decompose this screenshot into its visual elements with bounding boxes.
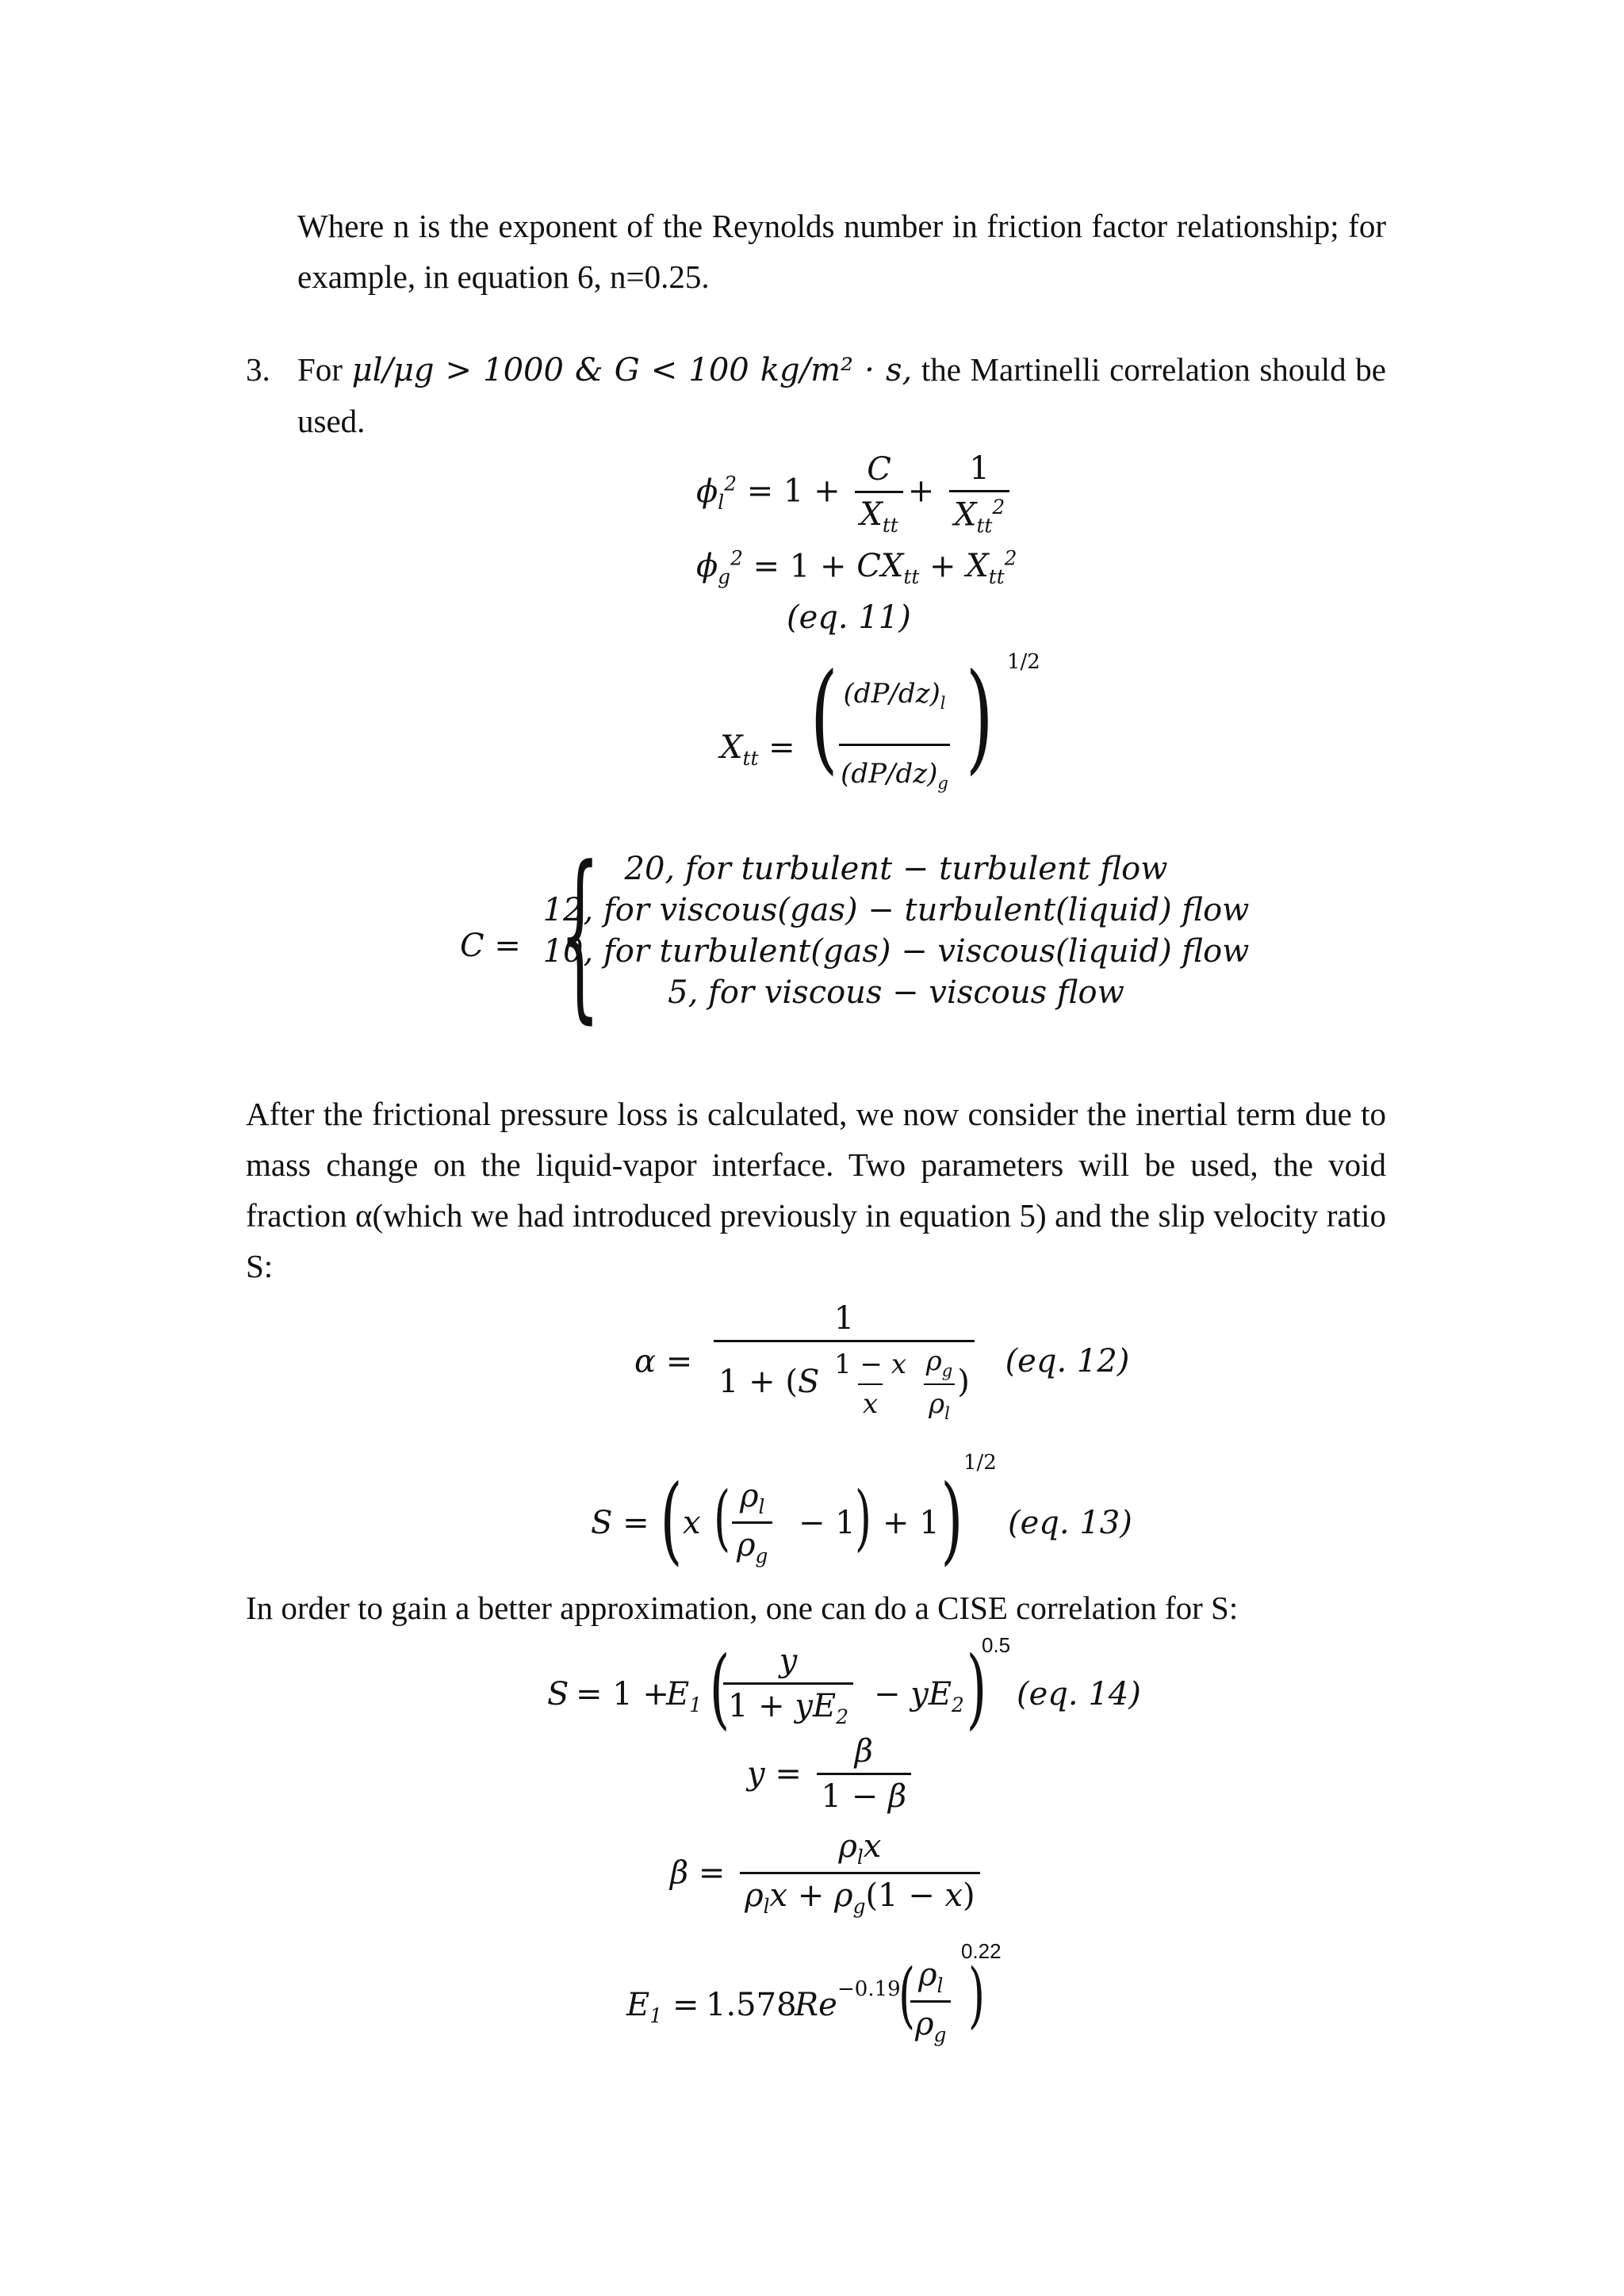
paragraph-cise: In order to gain a better approximation, one can do a CISE correlation for S: bbox=[246, 1590, 1239, 1626]
c-case-4: 5, for viscous − viscous flow bbox=[668, 974, 1124, 1011]
equation-beta: β = $\frac{\rho_lx}{\rho_lx + \rho_g(1 - x)}$ bbox=[670, 1828, 985, 1918]
c-case-2: 12, for viscous(gas) − turbulent(liquid) flow bbox=[542, 892, 1250, 928]
e1-coefficient: 1.578 bbox=[706, 1987, 797, 2023]
c-case-1: 20, for turbulent − turbulent flow bbox=[624, 851, 1168, 887]
equation-tag-14: (eq. 14) bbox=[1017, 1676, 1141, 1712]
equation-tag-11: (eq. 11) bbox=[787, 599, 911, 636]
equation-tag-13: (eq. 13) bbox=[1008, 1505, 1132, 1541]
equation-phi-l: $\phi_l^2 = 1$ + $\frac{C}{X_{tt}}$ + $\frac{1}{X_{tt}^2}$ bbox=[696, 450, 1014, 537]
c-case-3: 10, for turbulent(gas) − viscous(liquid) flow bbox=[542, 933, 1250, 970]
re-exponent: −0.19 bbox=[837, 1977, 901, 2001]
equation-c: C = { 20, for turbulent − turbulent flow 12, for viscous(gas) − turbulent(liquid) flow 10, for turbulent(gas) − viscous(liquid) flow 5, for viscous − viscous flow bbox=[460, 848, 521, 885]
equation-y: y = $\frac{\beta}{1 - \beta}$ bbox=[747, 1733, 916, 1815]
equation-tag-12: (eq. 12) bbox=[1005, 1343, 1130, 1380]
equation-alpha: α = 1 1 + (S $\frac{1 - x}{x}$ $\frac{\rho_g}{\rho_l}$ ) (eq. 12) bbox=[634, 1300, 1130, 1423]
item3-condition: μl/μg > 1000 & G < 100 kg/m² · s, bbox=[351, 352, 913, 388]
list-number: 3. bbox=[246, 351, 270, 388]
paragraph-void-fraction: After the frictional pressure loss is calculated, we now consider the inertial term due to mass change on the liquid-vapor interface. Two parameters will be used, the void fraction α(which we had introduced previously in equation 5) and the slip velocity ratio S: bbox=[246, 1096, 1386, 1284]
intro-paragraph: Where n is the exponent of the Reynolds number in friction factor relationship; for example, in equation 6, n=0.25. bbox=[297, 208, 1386, 295]
item3-text-before: For bbox=[297, 351, 343, 388]
item3-text-after: the Martinelli correlation should be used. bbox=[297, 351, 1386, 439]
equation-phi-g: $\phi_g^2 = 1 + CX_{tt} + X_{tt}^2$ bbox=[696, 547, 1017, 589]
e1-power: 0.22 bbox=[961, 1939, 1002, 1963]
exponent-0-5: 0.5 bbox=[982, 1633, 1011, 1657]
